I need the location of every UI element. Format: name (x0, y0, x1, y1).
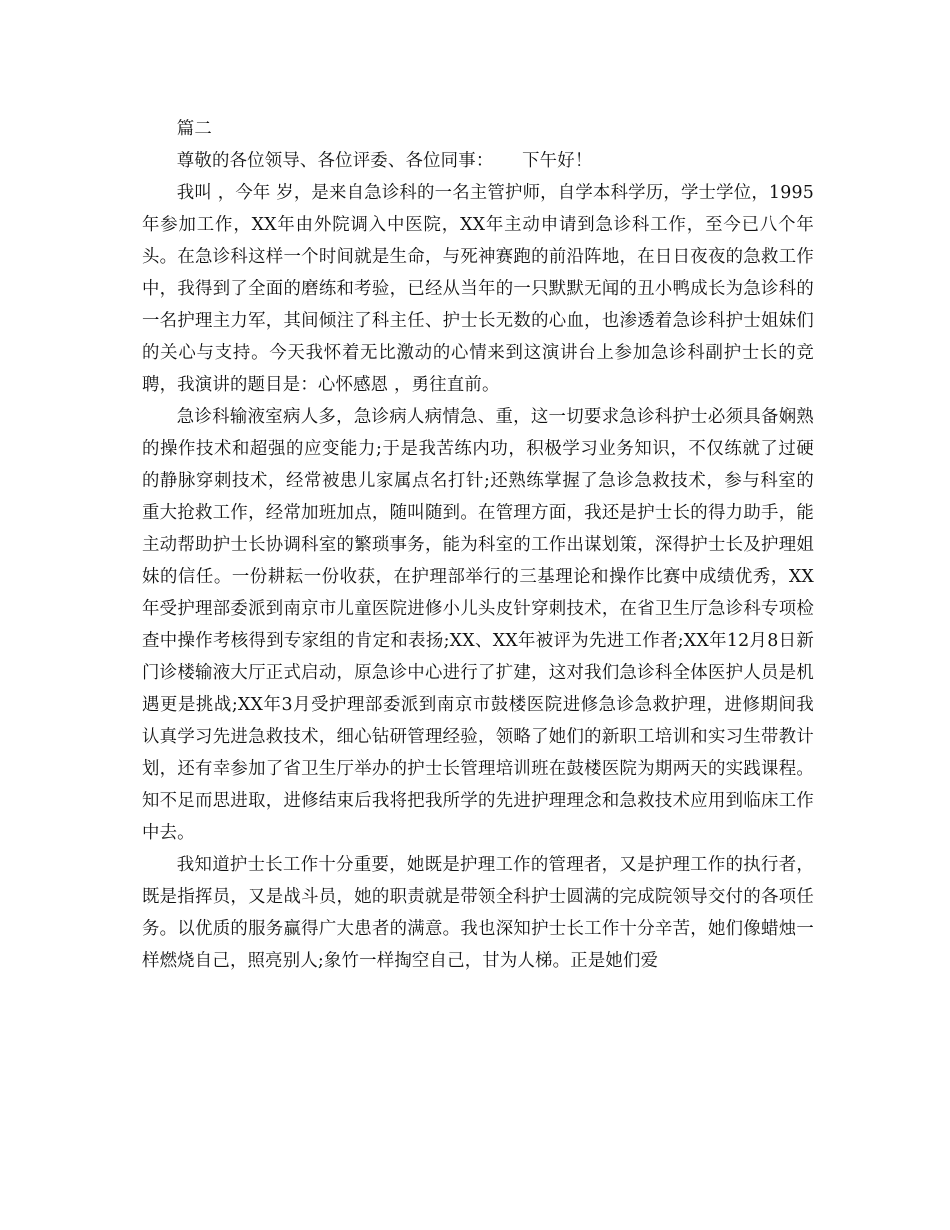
paragraph-introduction: 我叫 ，今年 岁，是来自急诊科的一名主管护师，自学本科学历，学士学位，1995年参加工作，XX年由外院调入中医院，XX年主动申请到急诊科工作，至今已八个年头。在急诊科这样一个时间就是生命，与死神赛跑的前沿阵地，在日日夜夜的急救工作中，我得到了全面的磨练和考验，已经从当年的一只默默无闻的丑小鸭成长为急诊科的一名护理主力军，其间倾注了科主任、护士长无数的心血，也渗透着急诊科护士姐妹们的关心与支持。今天我怀着无比激动的心情来到这演讲台上参加急诊科副护士长的竞聘，我演讲的题目是：心怀感恩 ，勇往直前。 (142, 183, 814, 395)
document-body (142, 113, 814, 977)
salutation-line: 尊敬的各位领导、各位评委、各位同事： 下午好！ (176, 151, 593, 171)
section-heading: 篇二 (176, 119, 212, 139)
paragraph-head-nurse-role: 我知道护士长工作十分重要，她既是护理工作的管理者，又是护理工作的执行者，既是指挥员，又是战斗员，她的职责就是带领全科护士圆满的完成院领导交付的各项任务。以优质的服务赢得广大患者的满意。我也深知护士长工作十分辛苦，她们像蜡烛一样燃烧自己，照亮别人;象竹一样掏空自己，甘为人梯。正是她们爱 (142, 855, 814, 971)
paragraph-experience: 急诊科输液室病人多，急诊病人病情急、重，这一切要求急诊科护士必须具备娴熟的操作技术和超强的应变能力;于是我苦练内功，积极学习业务知识，不仅练就了过硬的静脉穿刺技术，经常被患儿家属点名打针;还熟练掌握了急诊急救技术，参与科室的重大抢救工作，经常加班加点，随叫随到。在管理方面，我还是护士长的得力助手，能主动帮助护士长协调科室的繁琐事务，能为科室的工作出谋划策，深得护士长及护理姐妹的信任。一份耕耘一份收获，在护理部举行的三基理论和操作比赛中成绩优秀，XX年受护理部委派到南京市儿童医院进修小儿头皮针穿刺技术，在省卫生厅急诊科专项检查中操作考核得到专家组的肯定和表扬;XX、XX年被评为先进工作者;XX年12月8日新门诊楼输液大厅正式启动，原急诊中心进行了扩建，这对我们急诊科全体医护人员是机遇更是挑战;XX年3月受护理部委派到南京市鼓楼医院进修急诊急救护理，进修期间我认真学习先进急救技术，细心钻研管理经验，领略了她们的新职工培训和实习生带教计划，还有幸参加了省卫生厅举办的护士长管理培训班在鼓楼医院为期两天的实践课程。知不足而思进取，进修结束后我将把我所学的先进护理理念和急救技术应用到临床工作中去。 (142, 407, 814, 843)
